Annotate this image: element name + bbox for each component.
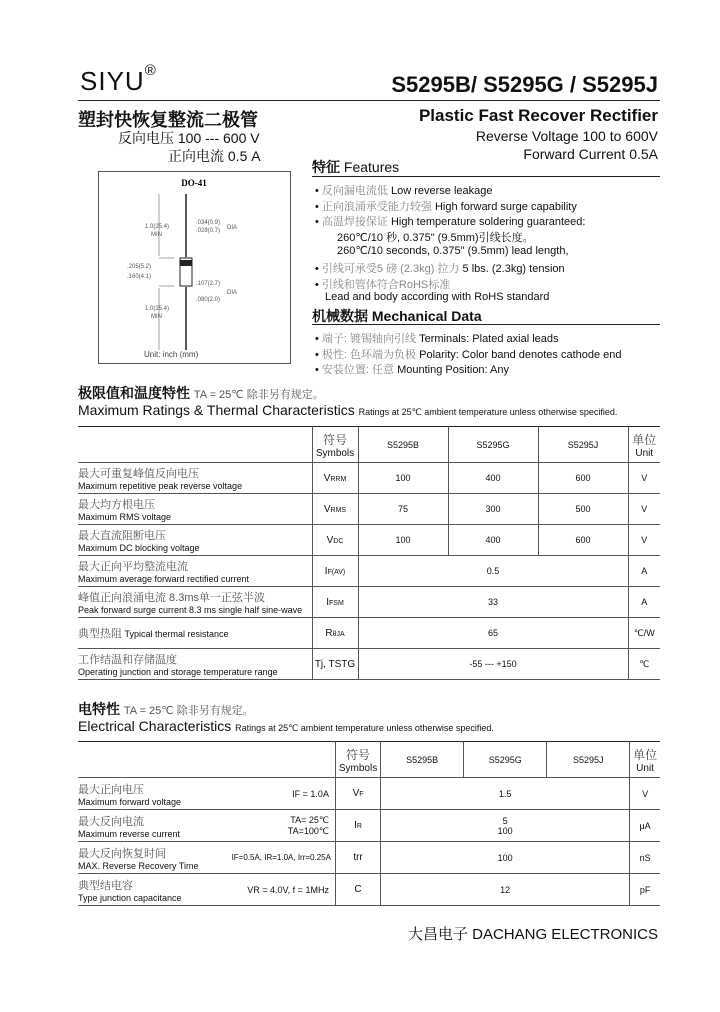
package-label: DO-41: [181, 178, 207, 188]
feature-item: • 反向漏电流低 Low reverse leakage: [315, 185, 493, 197]
col-s5295b: S5295B: [358, 427, 448, 463]
electrical-heading-cn: 电特性 TA = 25℃ 除非另有规定。: [78, 701, 254, 717]
table-row: 最大反向电流 Maximum reverse current TA= 25℃ TA=100℃ IR 5 100 μA: [78, 810, 660, 842]
mechanical-rule: [312, 324, 660, 325]
dim-body-dia-max: .107(2.7): [196, 281, 221, 287]
table-row: 典型结电容 Type junction capacitance VR = 4.0V, f = 1MHz C 12 pF: [78, 874, 660, 906]
feature-item: 260℃/10 秒, 0.375" (9.5mm)引线长度。: [337, 231, 534, 244]
table-row: 最大可重复峰值反向电压 Maximum repetitive peak reverse voltage VRRM 100 400 600 V: [78, 463, 660, 494]
mechanical-item: • 端子: 镀锡轴向引线 Terminals: Plated axial leads: [315, 333, 559, 345]
part-numbers: S5295B/ S5295G / S5295J: [391, 72, 658, 97]
table-row: 最大均方根电压 Maximum RMS voltage VRMS 75 300 500 V: [78, 494, 660, 525]
dim-lead-dia-max: .034(0.9): [196, 220, 221, 226]
table-row: 工作结温和存储温度 Operating junction and storage temperature range Tj, TSTG -55 --- +150 ℃: [78, 649, 660, 680]
mechanical-heading: 机械数据 Mechanical Data: [312, 308, 482, 324]
dim-dia: DIA: [227, 225, 237, 231]
symbols-header: 符号 Symbols: [335, 742, 380, 778]
feature-item: • 正向浪涌承受能力较强 High forward surge capability: [315, 200, 577, 213]
table-row: 最大正向电压 Maximum forward voltage IF = 1.0A VF 1.5 V: [78, 778, 660, 810]
reverse-voltage-cn: 反向电压 100 --- 600 V: [118, 130, 260, 146]
forward-current-en: Forward Current 0.5A: [523, 146, 658, 162]
dim-body-dia-min: .080(2.0): [196, 297, 221, 303]
dim-min-2: MIN: [151, 314, 162, 320]
col-s5295j: S5295J: [547, 742, 630, 778]
col-s5295j: S5295J: [538, 427, 628, 463]
ratings-heading-en: Maximum Ratings & Thermal Characteristics Ratings at 25℃ ambient temperature unless otherwise specified.: [78, 402, 618, 418]
mechanical-item: • 极性: 色环端为负极 Polarity: Color band denotes cathode end: [315, 348, 622, 361]
feature-item: 260℃/10 seconds, 0.375" (9.5mm) lead length,: [337, 245, 569, 258]
dim-lead-dia-min: .028(0.7): [196, 228, 221, 234]
do41-outline-drawing: [99, 172, 290, 363]
ratings-heading-cn: 极限值和温度特性 TA = 25℃ 除非另有规定。: [78, 385, 324, 401]
reverse-voltage-en: Reverse Voltage 100 to 600V: [475, 128, 658, 144]
table-row: 最大正向平均整流电流 Maximum average forward rectified current IF(AV) 0.5 A: [78, 556, 660, 587]
header-rule: [78, 100, 660, 101]
dim-lead-length: 1.0(25.4): [145, 224, 170, 230]
brand-logo: SIYU®: [80, 62, 157, 96]
feature-item: Lead and body according with RoHS standard: [325, 291, 550, 304]
dim-min: MIN: [151, 232, 162, 238]
feature-item: • 引线和管体符合RoHS标准: [315, 278, 451, 291]
electrical-heading-en: Electrical Characteristics Ratings at 25℃ ambient temperature unless otherwise specified.: [78, 718, 494, 734]
mechanical-list: [315, 330, 622, 377]
table-row: 最大直流阻断电压 Maximum DC blocking voltage VDC 100 400 600 V: [78, 525, 660, 556]
title-en: Plastic Fast Recover Rectifier: [418, 106, 658, 125]
dim-lead-length-2: 1.0(25.4): [145, 306, 170, 312]
ratings-header-row: [78, 427, 660, 463]
table-row: 最大反向恢复时间 MAX. Reverse Recovery Time IF=0.5A, IR=1.0A, Irr=0.25A trr 100 nS: [78, 842, 660, 874]
unit-header: 单位 Unit: [628, 427, 660, 463]
symbols-header: 符号 Symbols: [312, 427, 358, 463]
package-diagram: [98, 171, 291, 364]
features-heading: 特征 Features: [312, 159, 400, 175]
unit-header: 单位 Unit: [630, 742, 660, 778]
table-row: 典型热阻 Typical thermal resistance RθJA 65 ℃/W: [78, 618, 660, 649]
feature-item: • 引线可承受5 磅 (2.3kg) 拉力 5 lbs. (2.3kg) tension: [315, 262, 565, 275]
col-s5295b: S5295B: [381, 742, 464, 778]
dim-body-length-max: .205(5.2): [127, 264, 152, 270]
col-s5295g: S5295G: [448, 427, 538, 463]
features-list: [315, 182, 585, 307]
table-row: 峰值正向浪涌电流 8.3ms单一正弦半波 Peak forward surge current 8.3 ms single half sine-wave IFSM 33 A: [78, 587, 660, 618]
mechanical-item: • 安装位置: 任意 Mounting Position: Any: [315, 364, 510, 377]
company-footer: 大昌电子 DACHANG ELECTRONICS: [407, 926, 658, 943]
diagram-units: Unit: inch (mm): [144, 350, 199, 359]
col-s5295g: S5295G: [464, 742, 547, 778]
features-rule: [312, 176, 660, 177]
electrical-header-row: [78, 742, 660, 778]
dim-body-length-min: .160(4.1): [127, 274, 152, 280]
title-cn: 塑封快恢复整流二极管: [78, 110, 258, 130]
ratings-table: [78, 426, 660, 680]
feature-item: • 高温焊接保证 High temperature soldering guaranteed:: [315, 216, 586, 229]
dim-dia-2: DIA: [227, 290, 237, 296]
forward-current-cn: 正向电流 0.5 A: [168, 148, 261, 164]
electrical-table: [78, 741, 660, 906]
